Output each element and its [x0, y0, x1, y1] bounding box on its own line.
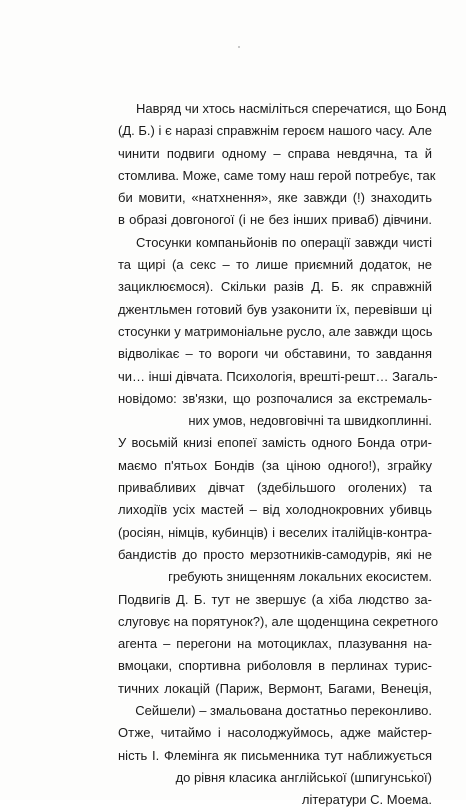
- text-line: гребують знищенням локальних екосистем.: [168, 569, 432, 585]
- text-line: (Д. Б.) і є наразі справжнім героєм нашого часу. Але: [118, 123, 432, 139]
- page-speck: [238, 46, 240, 48]
- text-line: стомлива. Може, саме тому наш герой потребує, так: [118, 167, 436, 183]
- text-line: привабливих дівчат (здебільшого оголених) та: [118, 480, 432, 496]
- text-line: бандистів до просто мерзотників-самодурів, які не: [118, 546, 432, 562]
- text-line: літератури С. Моема.: [301, 792, 432, 808]
- text-line: лиходіїв усіх мастей – від холоднокровних убивць: [118, 502, 432, 518]
- text-line: новідомо: зв'язки, що розпочалися за екстремаль-: [118, 390, 432, 406]
- text-line: Стосунки компаньйонів по операції завжди чисті: [136, 234, 432, 250]
- text-line: чи… інші дівчата. Психологія, врешті-решт… Загаль-: [118, 368, 438, 384]
- text-line: них умов, недовговічні та швидкоплинні.: [188, 413, 432, 429]
- text-line: агента – перегони на мотоциклах, плазування на-: [118, 636, 432, 652]
- text-line: маємо п'ятьох Бондів (за ціною одного!), зграйку: [118, 457, 432, 473]
- text-line: Подвигів Д. Б. тут не звершує (а хіба людство за-: [118, 591, 432, 607]
- text-line: Отже, читаймо і насолоджуймось, адже майстер-: [118, 725, 432, 741]
- text-line: джентльмен готовий був узаконити їх, перевівши ці: [118, 301, 432, 317]
- text-line: до рівня класика англійської (шпигунської): [175, 769, 432, 785]
- text-line: Сейшели) – змальована достатньо переконливо.: [135, 703, 432, 719]
- text-line: та щирі (а секс – то лише приємний додаток, не: [118, 257, 432, 273]
- text-line: У восьмій книзі епопеї замість одного Бонда отри-: [118, 435, 432, 451]
- text-line: би мовити, «натхнення», яке завжди (!) знаходить: [118, 190, 432, 206]
- text-line: стосунки у матримоніальне русло, але завжди щось: [118, 323, 433, 339]
- text-line: слуговує на порятунок?), але щоденщина секретного: [118, 613, 439, 629]
- text-line: в образі довгоногої (і не без інших приваб) дівчини.: [118, 212, 432, 228]
- text-line: ність І. Флемінга як письменника тут наближується: [118, 747, 432, 763]
- text-line: відволікає – то вороги чи обставини, то завдання: [118, 346, 432, 362]
- body-text: [118, 98, 447, 812]
- text-line: чинити подвиги одному – справа невдячна, та й: [118, 145, 432, 161]
- text-line: Навряд чи хтось насміліться сперечатися, що Бонд: [136, 101, 447, 116]
- text-line: вмоцаки, спортивна риболовля в перлинах турис-: [118, 658, 432, 674]
- text-line: тичних локацій (Париж, Вермонт, Багами, Венеція,: [118, 680, 432, 696]
- text-line: зациклюємося). Скільки разів Д. Б. як справжній: [118, 279, 432, 295]
- text-line: (росіян, німців, кубинців) і веселих італійців-контра-: [118, 524, 432, 540]
